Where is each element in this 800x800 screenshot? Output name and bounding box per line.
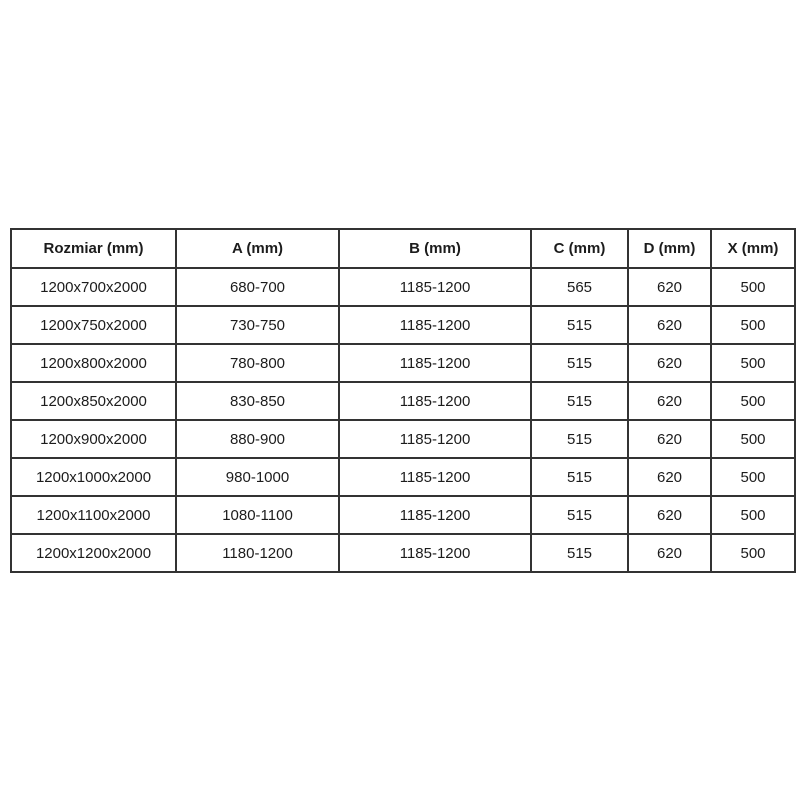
table-cell: 515 <box>531 382 628 420</box>
table-cell: 1185-1200 <box>339 420 531 458</box>
table-cell: 980-1000 <box>176 458 339 496</box>
table-cell: 620 <box>628 496 711 534</box>
table-cell: 515 <box>531 458 628 496</box>
table-cell: 500 <box>711 344 795 382</box>
table-row <box>11 534 795 572</box>
table-cell: 1185-1200 <box>339 496 531 534</box>
table-row <box>11 496 795 534</box>
table-cell: 515 <box>531 306 628 344</box>
table-cell: 500 <box>711 534 795 572</box>
table-cell: 1185-1200 <box>339 344 531 382</box>
table-cell: 620 <box>628 382 711 420</box>
table-cell: 1200x1000x2000 <box>11 458 176 496</box>
column-header-a: A (mm) <box>176 229 339 268</box>
table-cell: 515 <box>531 344 628 382</box>
table-cell: 1200x700x2000 <box>11 268 176 306</box>
table-row <box>11 420 795 458</box>
table-row <box>11 382 795 420</box>
table-cell: 730-750 <box>176 306 339 344</box>
table-cell: 500 <box>711 496 795 534</box>
table-cell: 1200x850x2000 <box>11 382 176 420</box>
table-body <box>11 268 795 572</box>
column-header-c: C (mm) <box>531 229 628 268</box>
table-cell: 620 <box>628 420 711 458</box>
table-cell: 680-700 <box>176 268 339 306</box>
table-cell: 1185-1200 <box>339 268 531 306</box>
table-cell: 1185-1200 <box>339 458 531 496</box>
table-cell: 620 <box>628 458 711 496</box>
table-cell: 780-800 <box>176 344 339 382</box>
table-cell: 515 <box>531 496 628 534</box>
table-cell: 1200x800x2000 <box>11 344 176 382</box>
table-cell: 500 <box>711 306 795 344</box>
column-header-rozmiar: Rozmiar (mm) <box>11 229 176 268</box>
table-cell: 500 <box>711 382 795 420</box>
table-cell: 620 <box>628 534 711 572</box>
dimensions-table <box>10 228 796 573</box>
table-row <box>11 306 795 344</box>
table-cell: 515 <box>531 534 628 572</box>
table-cell: 1200x750x2000 <box>11 306 176 344</box>
column-header-d: D (mm) <box>628 229 711 268</box>
table-cell: 620 <box>628 306 711 344</box>
table-cell: 500 <box>711 268 795 306</box>
column-header-x: X (mm) <box>711 229 795 268</box>
table-cell: 565 <box>531 268 628 306</box>
table-cell: 1185-1200 <box>339 534 531 572</box>
table-cell: 1180-1200 <box>176 534 339 572</box>
table-cell: 1200x1100x2000 <box>11 496 176 534</box>
table-cell: 830-850 <box>176 382 339 420</box>
table-cell: 1080-1100 <box>176 496 339 534</box>
table-cell: 1200x1200x2000 <box>11 534 176 572</box>
table-cell: 515 <box>531 420 628 458</box>
table-header-row <box>11 229 795 268</box>
table-cell: 880-900 <box>176 420 339 458</box>
table-row <box>11 268 795 306</box>
table-cell: 1200x900x2000 <box>11 420 176 458</box>
column-header-b: B (mm) <box>339 229 531 268</box>
dimensions-table-container <box>10 228 794 573</box>
table-cell: 1185-1200 <box>339 382 531 420</box>
table-cell: 500 <box>711 458 795 496</box>
table-row <box>11 458 795 496</box>
table-cell: 620 <box>628 344 711 382</box>
table-cell: 500 <box>711 420 795 458</box>
table-cell: 620 <box>628 268 711 306</box>
table-cell: 1185-1200 <box>339 306 531 344</box>
table-row <box>11 344 795 382</box>
